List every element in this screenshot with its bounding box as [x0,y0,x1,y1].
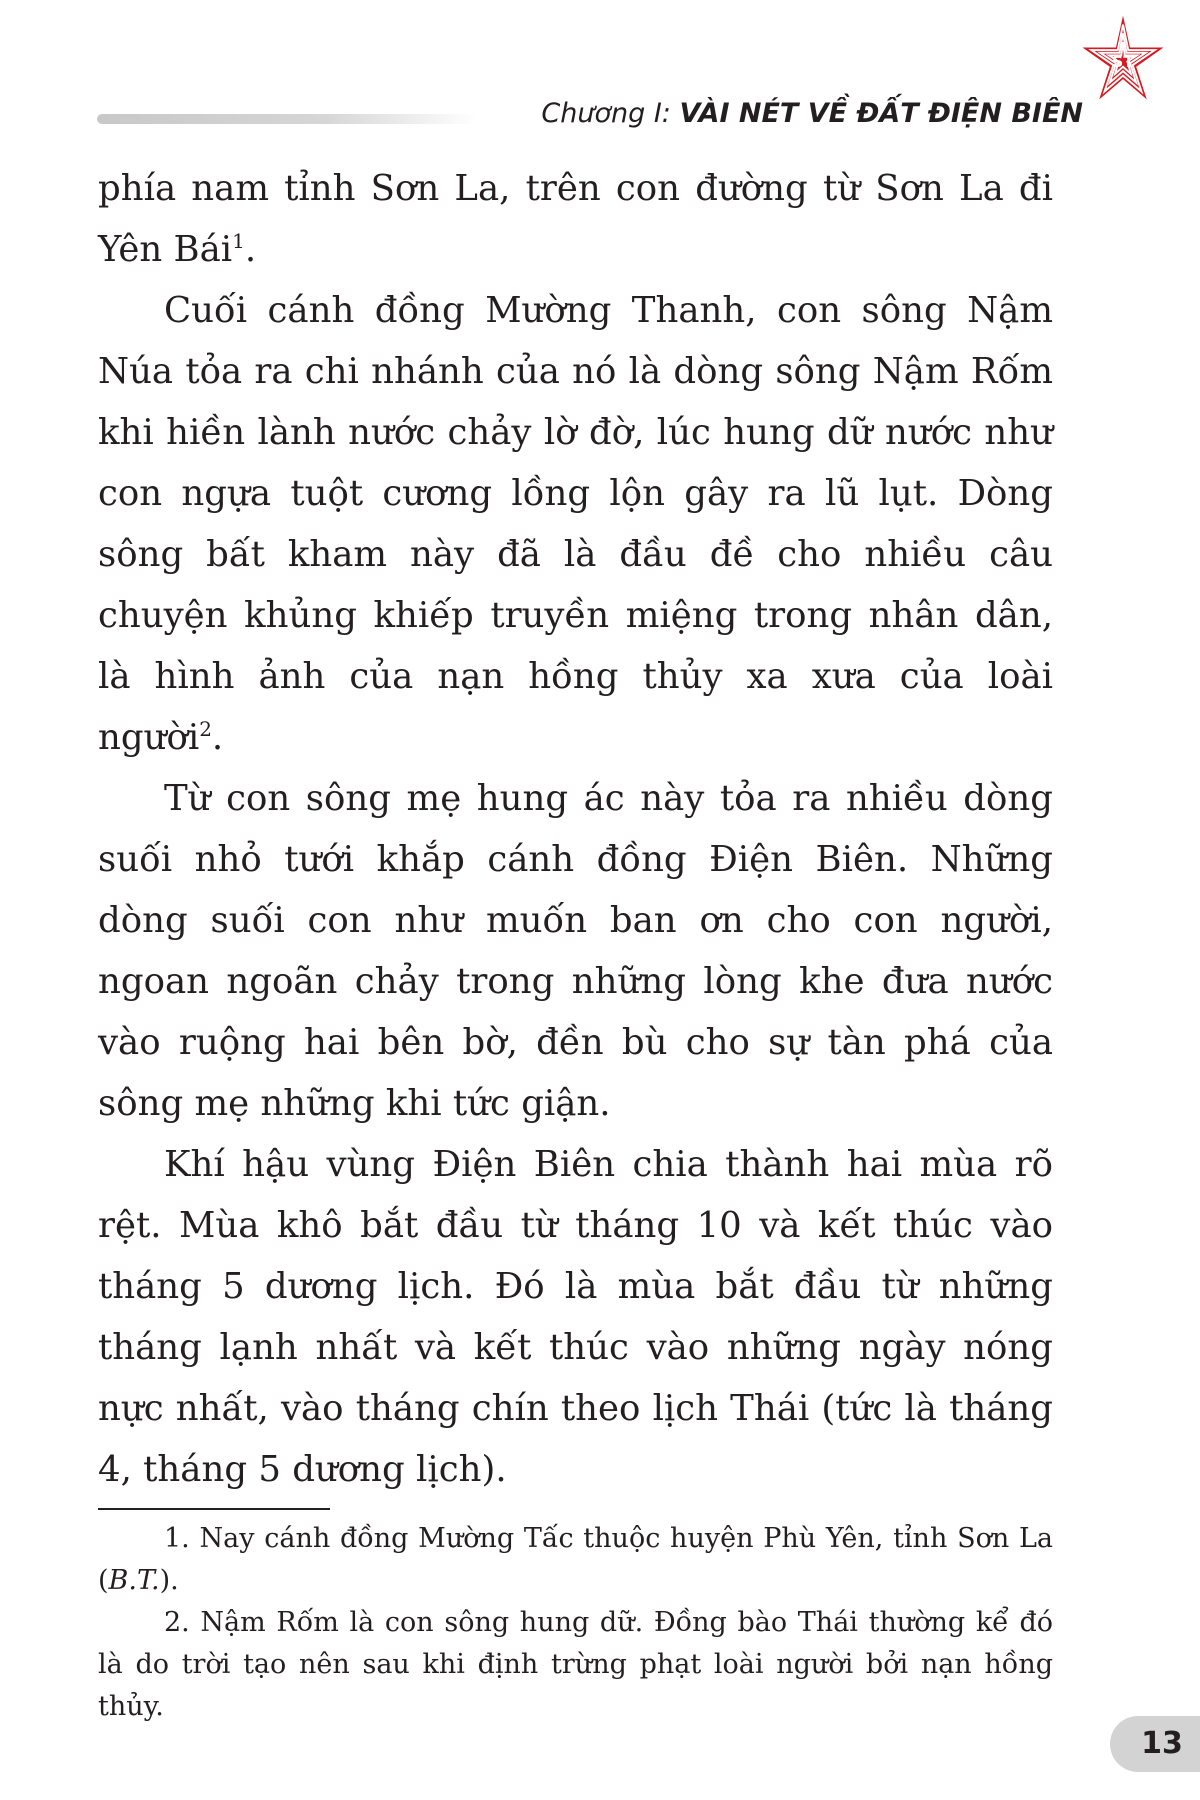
paragraph [98,768,1053,1134]
footnote-ref: 1 [232,229,245,254]
chapter-title: VÀI NÉT VỀ ĐẤT ĐIỆN BIÊN [679,98,1083,129]
footnote-text: 2. Nậm Rốm là con sông hung dữ. Đồng bào Thái thường kể đó là do trời tạo nên sau khi định trừng phạt loài người bởi nạn hồng thủy. [98,1607,1053,1722]
paragraph [98,158,1053,280]
footnote [98,1518,1053,1602]
footnote-italic: B.T. [108,1565,160,1596]
paragraph-text: Từ con sông mẹ hung ác này tỏa ra nhiều dòng suối nhỏ tưới khắp cánh đồng Điện Biên. Những dòng suối con như muốn ban ơn cho con người, ngoan ngoãn chảy trong những lòng khe đưa nước vào ruộng hai bên bờ, đền bù cho sự tàn phá của sông mẹ những khi tức giận. [98,778,1053,1124]
footnote-text: 1. Nay cánh đồng Mường Tấc thuộc huyện Phù Yên, tỉnh Sơn La ( [98,1523,1053,1596]
footnote-end: ). [159,1565,179,1596]
page-number: 13 [1141,1726,1183,1761]
paragraph-text: Cuối cánh đồng Mường Thanh, con sông Nậm Núa tỏa ra chi nhánh của nó là dòng sông Nậm Rốm khi hiền lành nước chảy lờ đờ, lúc hung dữ nước như con ngựa tuột cương lồng lộn gây ra lũ lụt. Dòng sông bất kham này đã là đầu đề cho nhiều câu chuyện khủng khiếp truyền miệng trong nhân dân, là hình ảnh của nạn hồng thủy xa xưa của loài người [98,290,1053,758]
paragraph-end: . [244,229,257,270]
paragraph-end: . [211,717,224,758]
body-text [98,158,1053,1500]
footnote-divider [98,1508,330,1510]
footnote-ref: 2 [199,717,212,742]
footnote [98,1602,1053,1728]
header-rule [97,114,477,124]
paragraph [98,1134,1053,1500]
paragraph-text: phía nam tỉnh Sơn La, trên con đường từ Sơn La đi Yên Bái [98,168,1053,270]
paragraph-text: Khí hậu vùng Điện Biên chia thành hai mùa rõ rệt. Mùa khô bắt đầu từ tháng 10 và kết thúc vào tháng 5 dương lịch. Đó là mùa bắt đầu từ những tháng lạnh nhất và kết thúc vào những ngày nóng nực nhất, vào tháng chín theo lịch Thái (tức là tháng 4, tháng 5 dương lịch). [98,1144,1053,1490]
footnotes [98,1518,1053,1728]
publisher-star-logo-icon [1079,14,1167,102]
paragraph [98,280,1053,768]
svg-text:ST: ST [1111,51,1135,71]
chapter-label: Chương I: [541,98,680,129]
running-head [541,96,1083,132]
